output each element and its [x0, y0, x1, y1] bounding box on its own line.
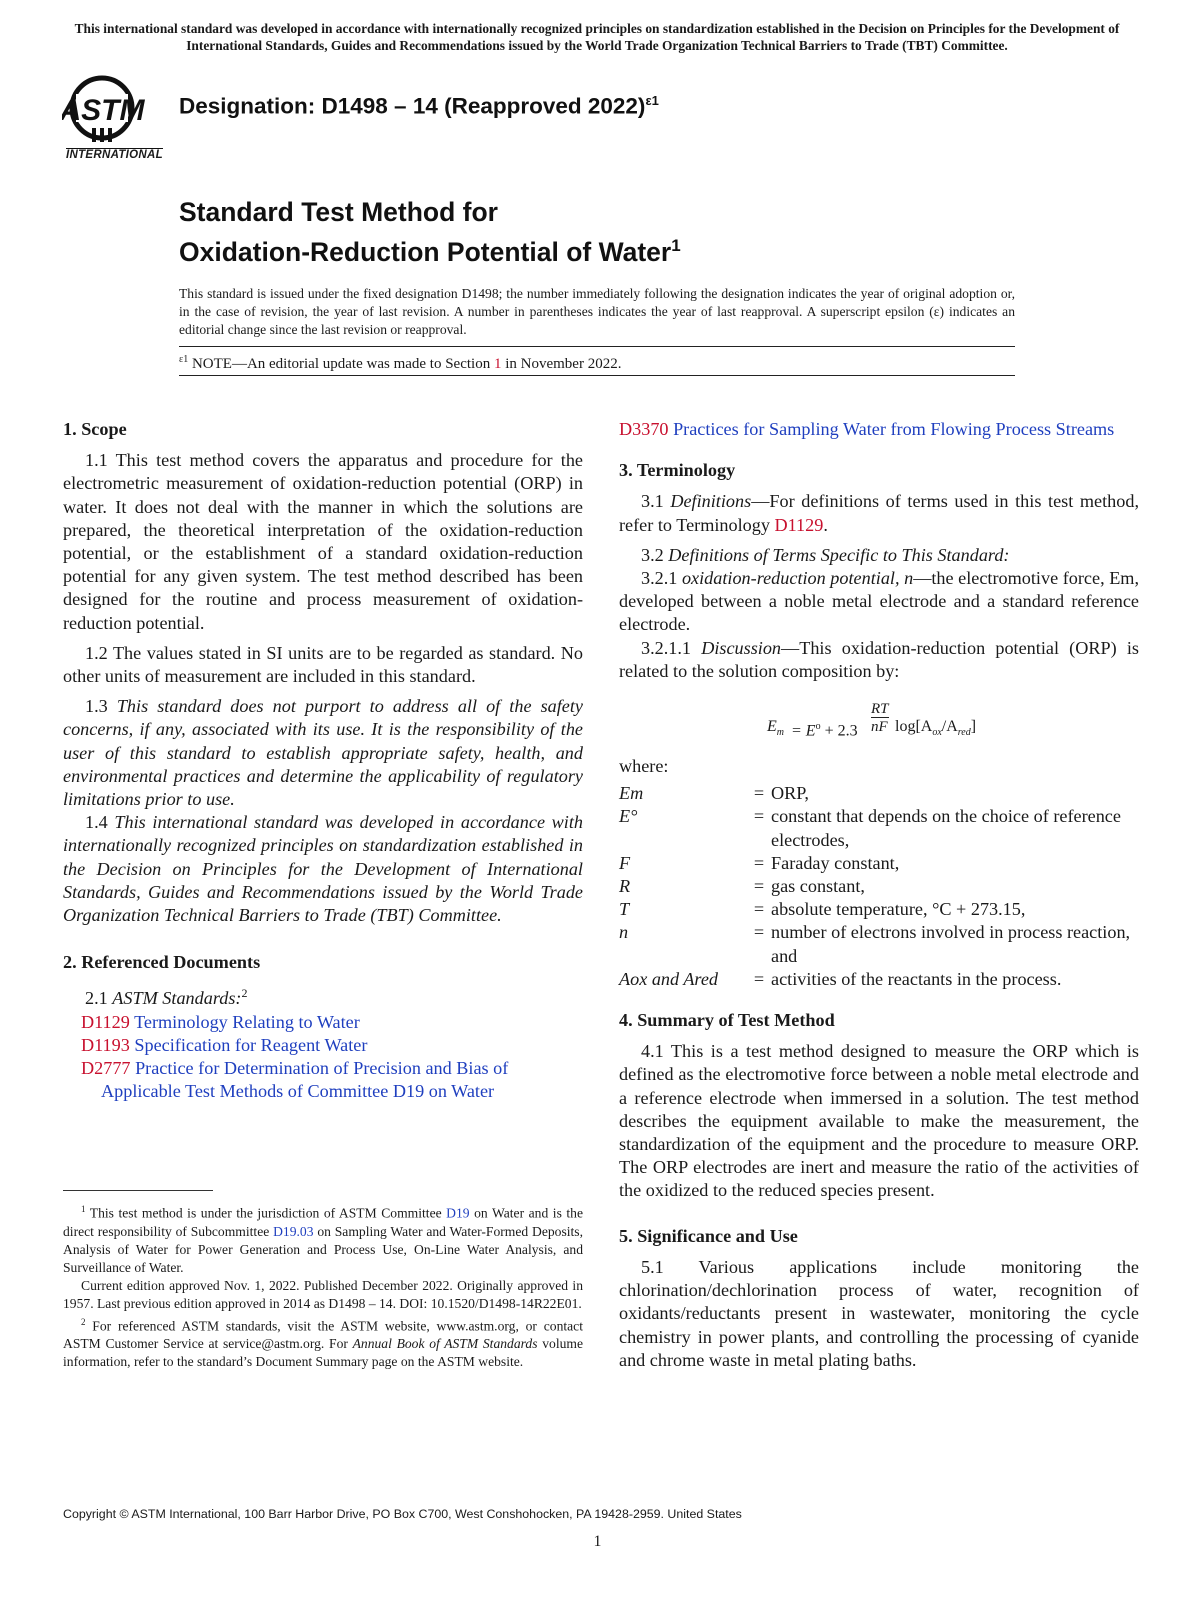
para-3-2: [619, 544, 1139, 567]
formula-denominator: nF: [871, 719, 888, 736]
footnote-1-edition: Current edition approved Nov. 1, 2022. Published December 2022. Originally approved in 1957. Last previous edition approved in 2014 as D1498 – 14. DOI: 10.1520/D1498-14R22E01.: [63, 1277, 583, 1311]
footnotes: [63, 1200, 583, 1371]
para-3-1-text: —For definitions of terms used in this test method, refer to Terminology: [619, 491, 1139, 535]
fn1-mid: on Water and is the direct responsibility of Subcommittee: [63, 1205, 583, 1239]
ref-title[interactable]: Specification for Reagent Water: [134, 1034, 368, 1055]
section-3-heading: 3. Terminology: [619, 460, 736, 481]
where-row-r: R = gas constant,: [619, 876, 865, 897]
astm-logo: [62, 66, 172, 166]
para-1-3-text: This standard does not purport to address all of the safety concerns, if any, associated with its use. It is the responsibility of the user of this standard to establish appropriate safety, health, and environmental practices and determine the applicability of regulatory limitations prior to use.: [63, 696, 584, 810]
para-2-1-sup: 2: [241, 986, 248, 1001]
where-row-f: F = Faraday constant,: [619, 852, 900, 873]
formula-log: $\log[A_{ox}/A_{red}]$: [895, 718, 977, 739]
fn2-italic: Annual Book of ASTM Standards: [352, 1336, 538, 1352]
para-2-1-num: 2.1: [85, 988, 108, 1009]
para-3-2-1: [619, 567, 1139, 637]
para-4-1: 4.1 This is a test method designed to measure the ORP which is defined as the electromotive force between a noble metal electrode and a reference electrode when immersed in a solution. The test method describes the equipment available to make the measurement, the standardization of the equipment and the procedure to measure ORP. The ORP electrodes are inert and measure the ratio of the activities of the oxidized to the reduced species present.: [619, 1041, 1139, 1201]
fn1-post: on Sampling Water and Water-Formed Deposits, Analysis of Water for Power Generation and Process Use, On-Line Water Analysis, and Surveillance of Water.: [63, 1223, 583, 1275]
issue-note: This standard is issued under the fixed designation D1498; the number immediately following the designation indicates the year of original adoption or, in the case of revision, the year of last revision. A number in parentheses indicates the year of last reapproval. A superscript epsilon (ε) indicates an editorial change since the last revision or reapproval.: [179, 286, 1015, 337]
para-3-2-1-text: —the electromotive force, Em, developed between a noble metal electrode and a standard reference electrode.: [619, 568, 1139, 635]
note-top-rule: [179, 346, 1015, 347]
para-1-1: 1.1 This test method covers the apparatus and procedure for the electrometric measurement of oxidation-reduction potential (ORP) in water. It does not deal with the manner in which the solutions are prepared, the theoretical interpretation of the oxidation-reduction potential, or the establishment of a standard oxidation-reduction potential for any given system. The test method described has been designed for the routine and process measurement of oxidation-reduction potential.: [63, 450, 583, 633]
para-3-1: 3.1 Definitions—For definitions of terms used in this test method, refer to Terminology D1129.: [619, 491, 1139, 535]
para-3-2-1-1-italic: Discussion: [701, 637, 782, 658]
title-line-2: Oxidation-Reduction Potential of Water: [179, 236, 672, 267]
ref-code[interactable]: D1129: [81, 1011, 130, 1032]
para-3-1-num: 3.1: [641, 491, 664, 512]
top-notice: This international standard was developed in accordance with internationally recognized principles on standardization established in the Decision on Principles for the Development of International Standards, Guides and Recommendations issued by the World Trade Organization Technical Barriers to Trade (TBT) Committee.: [74, 21, 1120, 53]
orp-formula: [619, 693, 1139, 749]
ref-title[interactable]: Terminology Relating to Water: [134, 1011, 360, 1032]
para-5-1: 5.1 Various applications include monitoring the chlorination/dechlorination process of water, recognition of oxidants/reductants present in wastewater, monitoring the cycle chemistry in power plants, and controlling the processing of cyanide and chrome waste in metal plating baths.: [619, 1256, 1139, 1370]
para-2-1: [63, 982, 583, 1010]
note-bottom-rule: [179, 375, 1015, 376]
right-column: [619, 418, 1139, 1372]
document-title: [179, 196, 681, 269]
page-number: 1: [593, 1533, 602, 1550]
footnote-rule: [63, 1190, 213, 1191]
footnote-1: $^1$ This test method is under the jurisdiction of ASTM Committee D19 on Water and is the direct responsibility of Subcommittee D19.03 on Sampling Water and Water-Formed Deposits, Analysis of Water for Power Generation and Process Use, On-Line Water Analysis, and Surveillance of Water.: [63, 1204, 583, 1275]
para-3-2-1-italic: oxidation-reduction potential, n: [681, 568, 914, 589]
para-3-1-italic: Definitions: [670, 491, 752, 512]
para-3-1-link[interactable]: D1129: [774, 514, 824, 535]
fn1-link-d19[interactable]: D19: [446, 1205, 470, 1221]
logo-mark-text: ASTM: [62, 94, 145, 127]
fn2-pre: For referenced ASTM standards, visit the ASTM website, www.astm.org, or contact ASTM Customer Service at service@astm.org. For: [63, 1318, 583, 1352]
section-2-heading: 2. Referenced Documents: [63, 952, 261, 973]
epsilon-note: [179, 354, 621, 373]
section-5-heading: 5. Significance and Use: [619, 1225, 798, 1246]
para-1-3: [63, 695, 583, 811]
para-3-2-1-1: [619, 637, 1139, 683]
para-3-2-num: 3.2: [641, 544, 664, 565]
logo-org-text: INTERNATIONAL: [66, 149, 163, 161]
fn2-post: volume information, refer to the standard’s Document Summary page on the ASTM website.: [63, 1336, 584, 1370]
copyright: Copyright © ASTM International, 100 Barr Harbor Drive, PO Box C700, West Conshohocken, PA 19428-2959. United States: [63, 1507, 742, 1521]
fn1-pre: This test method is under the jurisdiction of ASTM Committee: [89, 1205, 442, 1221]
ref-title[interactable]: Practices for Sampling Water from Flowing Process Streams: [673, 419, 1115, 439]
para-1-4: [63, 811, 583, 927]
ref-d3370[interactable]: [619, 418, 1139, 441]
ref-code[interactable]: D1193: [81, 1034, 130, 1055]
where-label: where:: [619, 756, 669, 777]
eps-note-pre: NOTE—An editorial update was made to Section: [191, 356, 491, 372]
designation-text: Designation: D1498 – 14 (Reapproved 2022): [179, 93, 646, 119]
para-1-4-text: This international standard was developed in accordance with internationally recognized principles on standardization established in the Decision on Principles for the Development of International Standards, Guides and Recommendations issued by the World Trade Organization Technical Barriers to Trade (TBT) Committee.: [63, 812, 584, 926]
where-row-t: T = absolute temperature, °C + 273.15,: [619, 899, 1026, 920]
formula-numerator: RT: [871, 701, 889, 718]
para-2-1-text: ASTM Standards:: [112, 988, 242, 1009]
ref-code[interactable]: D2777: [81, 1058, 131, 1079]
ref-d1193[interactable]: [63, 1034, 583, 1057]
where-row-a: Aox and Ared = activities of the reactants in the process.: [619, 968, 1062, 989]
title-sup: 1: [671, 236, 681, 255]
title-line-1: Standard Test Method for: [179, 197, 498, 227]
eps-note-post: in November 2022.: [505, 356, 622, 372]
para-1-4-num: 1.4: [85, 812, 108, 833]
ref-code[interactable]: D3370: [619, 419, 669, 439]
ref-d2777[interactable]: [63, 1057, 583, 1103]
left-column: [63, 418, 583, 1104]
para-1-2: 1.2 The values stated in SI units are to be regarded as standard. No other units of measurement are included in this standard.: [63, 642, 583, 687]
formula-rhs: = $E^o + 2.3$: [791, 721, 858, 740]
eps-section-link[interactable]: 1: [493, 356, 502, 372]
section-4-heading: 4. Summary of Test Method: [619, 1010, 835, 1031]
where-row-eo: E° = constant that depends on the choice of reference electrodes,: [619, 806, 1121, 850]
designation-sup: ε1: [645, 93, 659, 108]
section-1-heading: 1. Scope: [63, 419, 127, 439]
footnote-2: $^2$ For referenced ASTM standards, visit the ASTM website, www.astm.org, or contact ASTM Customer Service at service@astm.org. For Annual Book of ASTM Standards volume information, refer to the standard’s Document Summary page on the ASTM website.: [63, 1316, 584, 1370]
para-1-3-num: 1.3: [85, 696, 108, 717]
eps-sup: ε1: [179, 354, 189, 365]
formula-lhs: $E_m$: [767, 718, 785, 739]
ref-title[interactable]: Practice for Determination of Precision and Bias of Applicable Test Methods of Committee D19 on Water: [101, 1058, 509, 1102]
ref-d1129[interactable]: [63, 1011, 583, 1034]
designation: [179, 93, 659, 120]
para-3-2-italic: Definitions of Terms Specific to This Standard:: [668, 544, 1010, 565]
fn1-link-d1903[interactable]: D19.03: [273, 1223, 314, 1239]
para-3-2-1-1-num: 3.2.1.1: [641, 637, 692, 658]
para-3-2-1-1-text: —This oxidation-reduction potential (ORP) is related to the solution composition by:: [619, 637, 1139, 681]
where-row-em: Em = ORP,: [619, 783, 809, 804]
para-3-2-1-num: 3.2.1: [641, 568, 678, 589]
where-row-n: n = number of electrons involved in process reaction, and: [619, 922, 1131, 966]
